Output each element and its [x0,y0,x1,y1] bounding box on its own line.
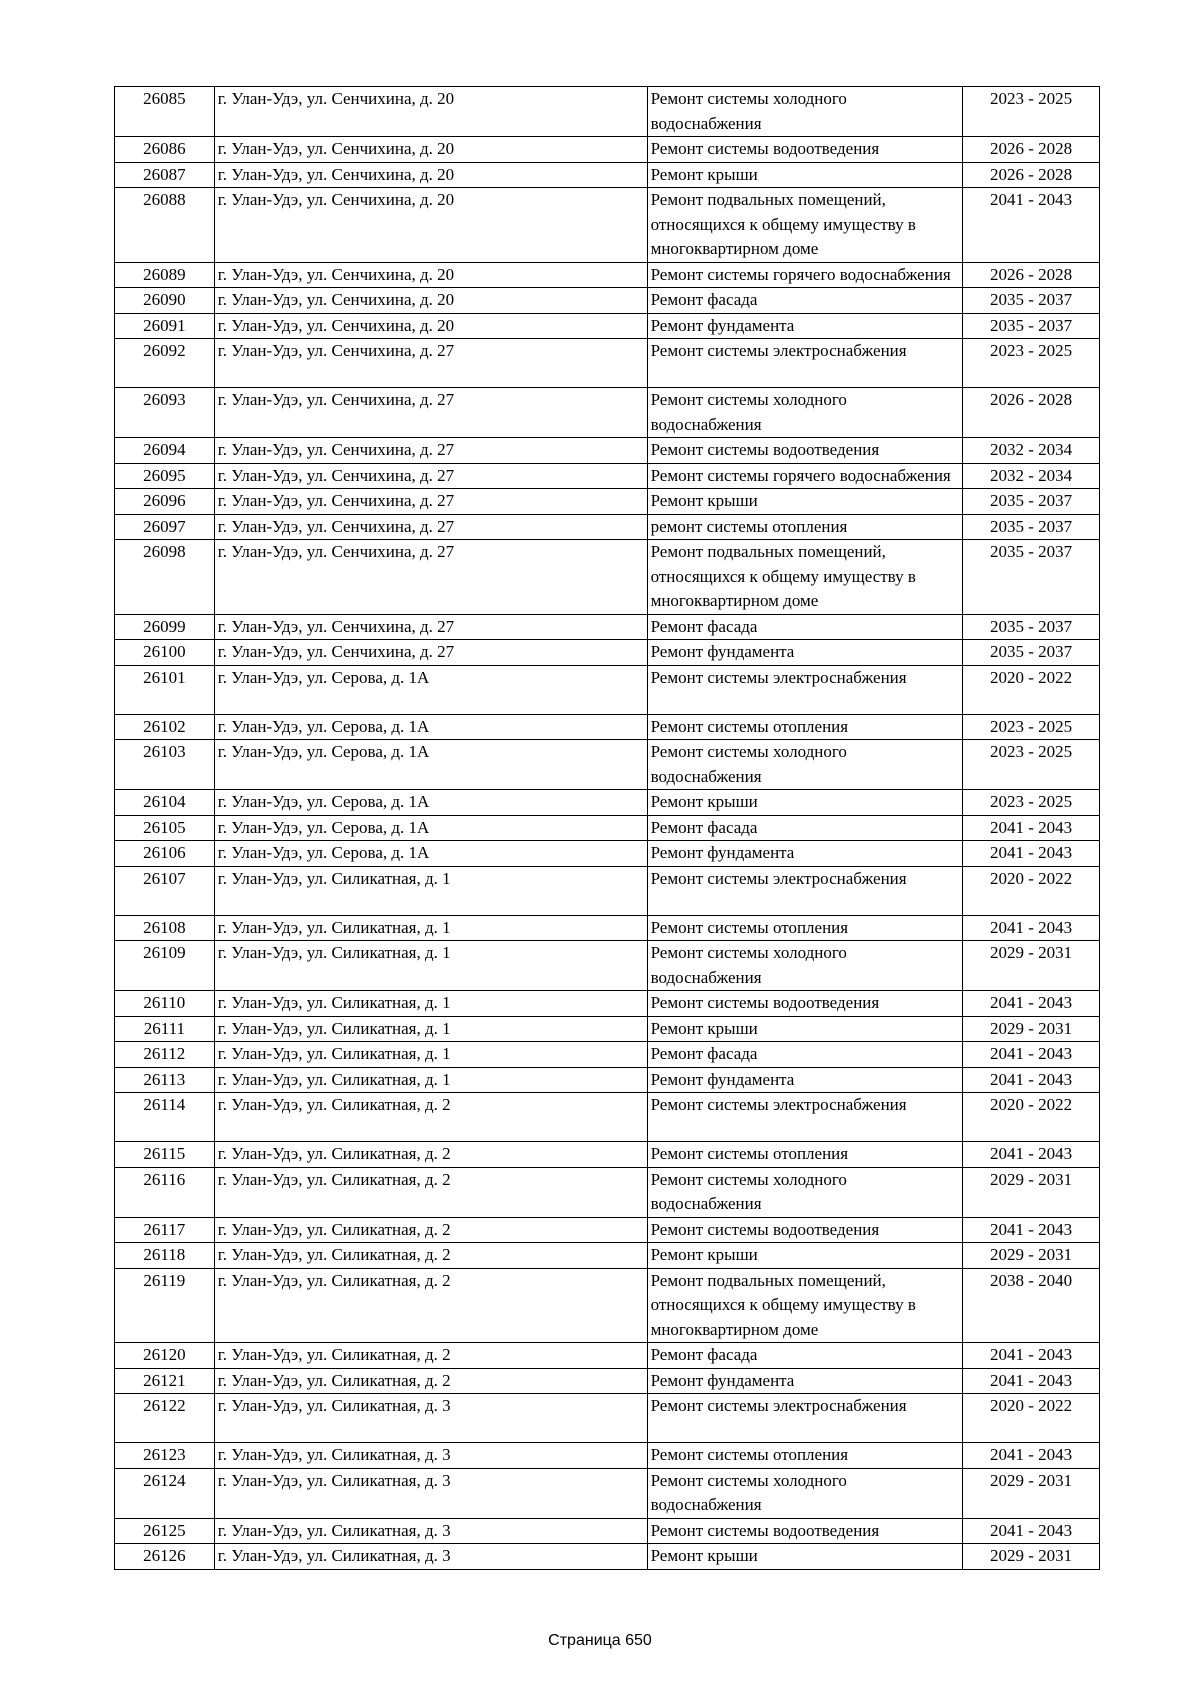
address-cell: г. Улан-Удэ, ул. Сенчихина, д. 27 [214,438,647,464]
table-row [115,288,1100,314]
address-cell: г. Улан-Удэ, ул. Силикатная, д. 3 [214,1443,647,1469]
row-number-cell: 26096 [115,489,215,515]
row-number-cell: 26092 [115,339,215,388]
table-row [115,262,1100,288]
address-cell: г. Улан-Удэ, ул. Силикатная, д. 2 [214,1093,647,1142]
work-type-cell: Ремонт системы электроснабжения [647,665,963,714]
period-cell: 2029 - 2031 [963,1544,1100,1570]
address-cell: г. Улан-Удэ, ул. Серова, д. 1А [214,841,647,867]
row-number-cell: 26120 [115,1343,215,1369]
work-type-cell: Ремонт крыши [647,1016,963,1042]
table-row [115,1042,1100,1068]
period-cell: 2029 - 2031 [963,1167,1100,1217]
row-number-cell: 26123 [115,1443,215,1469]
period-cell: 2041 - 2043 [963,1343,1100,1369]
row-number-cell: 26124 [115,1468,215,1518]
work-type-cell: Ремонт крыши [647,489,963,515]
row-number-cell: 26086 [115,137,215,163]
period-cell: 2035 - 2037 [963,313,1100,339]
row-number-cell: 26110 [115,991,215,1017]
period-cell: 2023 - 2025 [963,339,1100,388]
period-cell: 2041 - 2043 [963,815,1100,841]
row-number-cell: 26105 [115,815,215,841]
work-type-cell: Ремонт фасада [647,288,963,314]
address-cell: г. Улан-Удэ, ул. Сенчихина, д. 27 [214,640,647,666]
work-type-cell: Ремонт фасада [647,614,963,640]
work-type-cell: Ремонт системы холодного водоснабжения [647,388,963,438]
row-number-cell: 26099 [115,614,215,640]
address-cell: г. Улан-Удэ, ул. Силикатная, д. 3 [214,1518,647,1544]
table-row [115,388,1100,438]
address-cell: г. Улан-Удэ, ул. Силикатная, д. 2 [214,1268,647,1343]
row-number-cell: 26087 [115,162,215,188]
table-row [115,991,1100,1017]
work-type-cell: Ремонт крыши [647,1544,963,1570]
table-row [115,162,1100,188]
address-cell: г. Улан-Удэ, ул. Серова, д. 1А [214,665,647,714]
period-cell: 2041 - 2043 [963,841,1100,867]
address-cell: г. Улан-Удэ, ул. Силикатная, д. 2 [214,1142,647,1168]
address-cell: г. Улан-Удэ, ул. Силикатная, д. 1 [214,1042,647,1068]
work-type-cell: Ремонт системы отопления [647,714,963,740]
address-cell: г. Улан-Удэ, ул. Сенчихина, д. 20 [214,87,647,137]
table-row [115,941,1100,991]
period-cell: 2020 - 2022 [963,665,1100,714]
period-cell: 2032 - 2034 [963,463,1100,489]
address-cell: г. Улан-Удэ, ул. Силикатная, д. 1 [214,1067,647,1093]
row-number-cell: 26090 [115,288,215,314]
table-row [115,339,1100,388]
address-cell: г. Улан-Удэ, ул. Сенчихина, д. 20 [214,262,647,288]
work-type-cell: Ремонт системы водоотведения [647,137,963,163]
table-row [115,514,1100,540]
table-row [115,640,1100,666]
work-type-cell: Ремонт подвальных помещений, относящихся к общему имуществу в многоквартирном доме [647,540,963,615]
address-cell: г. Улан-Удэ, ул. Сенчихина, д. 27 [214,514,647,540]
work-type-cell: ремонт системы отопления [647,514,963,540]
table-row [115,1067,1100,1093]
table-row [115,1394,1100,1443]
row-number-cell: 26102 [115,714,215,740]
address-cell: г. Улан-Удэ, ул. Силикатная, д. 2 [214,1243,647,1269]
work-type-cell: Ремонт фасада [647,1042,963,1068]
period-cell: 2029 - 2031 [963,1243,1100,1269]
work-type-cell: Ремонт системы отопления [647,915,963,941]
period-cell: 2041 - 2043 [963,1368,1100,1394]
work-type-cell: Ремонт системы водоотведения [647,1217,963,1243]
work-type-cell: Ремонт системы водоотведения [647,438,963,464]
period-cell: 2035 - 2037 [963,514,1100,540]
table-row [115,1268,1100,1343]
table-row [115,463,1100,489]
period-cell: 2041 - 2043 [963,1142,1100,1168]
address-cell: г. Улан-Удэ, ул. Сенчихина, д. 27 [214,388,647,438]
period-cell: 2032 - 2034 [963,438,1100,464]
table-row [115,866,1100,915]
row-number-cell: 26118 [115,1243,215,1269]
address-cell: г. Улан-Удэ, ул. Серова, д. 1А [214,740,647,790]
work-type-cell: Ремонт системы холодного водоснабжения [647,740,963,790]
period-cell: 2035 - 2037 [963,489,1100,515]
period-cell: 2041 - 2043 [963,1067,1100,1093]
table-row [115,87,1100,137]
table-row [115,1142,1100,1168]
address-cell: г. Улан-Удэ, ул. Сенчихина, д. 27 [214,489,647,515]
work-type-cell: Ремонт системы электроснабжения [647,339,963,388]
address-cell: г. Улан-Удэ, ул. Серова, д. 1А [214,815,647,841]
table-row [115,438,1100,464]
row-number-cell: 26089 [115,262,215,288]
row-number-cell: 26126 [115,1544,215,1570]
address-cell: г. Улан-Удэ, ул. Силикатная, д. 3 [214,1544,647,1570]
address-cell: г. Улан-Удэ, ул. Сенчихина, д. 20 [214,137,647,163]
page-number: Страница 650 [548,1632,652,1649]
period-cell: 2023 - 2025 [963,714,1100,740]
row-number-cell: 26114 [115,1093,215,1142]
period-cell: 2020 - 2022 [963,1394,1100,1443]
work-type-cell: Ремонт подвальных помещений, относящихся к общему имуществу в многоквартирном доме [647,188,963,263]
work-type-cell: Ремонт фундамента [647,640,963,666]
table-row [115,1243,1100,1269]
row-number-cell: 26107 [115,866,215,915]
work-type-cell: Ремонт системы холодного водоснабжения [647,941,963,991]
row-number-cell: 26103 [115,740,215,790]
table-row [115,1093,1100,1142]
repair-schedule-table [114,86,1100,1570]
period-cell: 2035 - 2037 [963,540,1100,615]
address-cell: г. Улан-Удэ, ул. Силикатная, д. 2 [214,1217,647,1243]
address-cell: г. Улан-Удэ, ул. Серова, д. 1А [214,714,647,740]
table-row [115,188,1100,263]
table-row [115,665,1100,714]
row-number-cell: 26106 [115,841,215,867]
table-row [115,915,1100,941]
table-row [115,313,1100,339]
table-row [115,1368,1100,1394]
work-type-cell: Ремонт фасада [647,1343,963,1369]
work-type-cell: Ремонт крыши [647,162,963,188]
period-cell: 2041 - 2043 [963,1042,1100,1068]
address-cell: г. Улан-Удэ, ул. Сенчихина, д. 27 [214,463,647,489]
row-number-cell: 26095 [115,463,215,489]
row-number-cell: 26085 [115,87,215,137]
row-number-cell: 26122 [115,1394,215,1443]
period-cell: 2023 - 2025 [963,790,1100,816]
table-row [115,790,1100,816]
work-type-cell: Ремонт фундамента [647,1067,963,1093]
period-cell: 2041 - 2043 [963,1518,1100,1544]
address-cell: г. Улан-Удэ, ул. Силикатная, д. 2 [214,1167,647,1217]
table-row [115,1343,1100,1369]
row-number-cell: 26119 [115,1268,215,1343]
period-cell: 2029 - 2031 [963,941,1100,991]
work-type-cell: Ремонт системы электроснабжения [647,866,963,915]
period-cell: 2035 - 2037 [963,640,1100,666]
period-cell: 2023 - 2025 [963,740,1100,790]
address-cell: г. Улан-Удэ, ул. Силикатная, д. 1 [214,915,647,941]
row-number-cell: 26111 [115,1016,215,1042]
table-row [115,1544,1100,1570]
table-body [115,87,1100,1570]
row-number-cell: 26098 [115,540,215,615]
address-cell: г. Улан-Удэ, ул. Силикатная, д. 3 [214,1394,647,1443]
address-cell: г. Улан-Удэ, ул. Силикатная, д. 1 [214,991,647,1017]
row-number-cell: 26094 [115,438,215,464]
row-number-cell: 26117 [115,1217,215,1243]
row-number-cell: 26101 [115,665,215,714]
period-cell: 2020 - 2022 [963,1093,1100,1142]
table-row [115,1518,1100,1544]
table-row [115,714,1100,740]
table-row [115,740,1100,790]
address-cell: г. Улан-Удэ, ул. Сенчихина, д. 20 [214,188,647,263]
period-cell: 2026 - 2028 [963,162,1100,188]
table-row [115,841,1100,867]
work-type-cell: Ремонт фасада [647,815,963,841]
work-type-cell: Ремонт системы горячего водоснабжения [647,463,963,489]
work-type-cell: Ремонт фундамента [647,1368,963,1394]
row-number-cell: 26112 [115,1042,215,1068]
row-number-cell: 26125 [115,1518,215,1544]
row-number-cell: 26113 [115,1067,215,1093]
work-type-cell: Ремонт системы водоотведения [647,991,963,1017]
work-type-cell: Ремонт системы холодного водоснабжения [647,87,963,137]
period-cell: 2035 - 2037 [963,288,1100,314]
table-row [115,540,1100,615]
address-cell: г. Улан-Удэ, ул. Силикатная, д. 1 [214,1016,647,1042]
work-type-cell: Ремонт системы электроснабжения [647,1093,963,1142]
period-cell: 2041 - 2043 [963,915,1100,941]
address-cell: г. Улан-Удэ, ул. Серова, д. 1А [214,790,647,816]
table-row [115,1016,1100,1042]
period-cell: 2020 - 2022 [963,866,1100,915]
row-number-cell: 26108 [115,915,215,941]
work-type-cell: Ремонт системы отопления [647,1142,963,1168]
address-cell: г. Улан-Удэ, ул. Силикатная, д. 1 [214,866,647,915]
period-cell: 2026 - 2028 [963,388,1100,438]
work-type-cell: Ремонт крыши [647,1243,963,1269]
address-cell: г. Улан-Удэ, ул. Сенчихина, д. 27 [214,540,647,615]
work-type-cell: Ремонт системы электроснабжения [647,1394,963,1443]
table-row [115,1167,1100,1217]
table-row [115,815,1100,841]
work-type-cell: Ремонт системы отопления [647,1443,963,1469]
work-type-cell: Ремонт фундамента [647,313,963,339]
work-type-cell: Ремонт подвальных помещений, относящихся к общему имуществу в многоквартирном доме [647,1268,963,1343]
address-cell: г. Улан-Удэ, ул. Сенчихина, д. 20 [214,162,647,188]
address-cell: г. Улан-Удэ, ул. Сенчихина, д. 27 [214,614,647,640]
work-type-cell: Ремонт крыши [647,790,963,816]
address-cell: г. Улан-Удэ, ул. Силикатная, д. 2 [214,1343,647,1369]
row-number-cell: 26093 [115,388,215,438]
work-type-cell: Ремонт системы водоотведения [647,1518,963,1544]
period-cell: 2041 - 2043 [963,1443,1100,1469]
period-cell: 2041 - 2043 [963,991,1100,1017]
period-cell: 2041 - 2043 [963,188,1100,263]
address-cell: г. Улан-Удэ, ул. Силикатная, д. 1 [214,941,647,991]
work-type-cell: Ремонт системы холодного водоснабжения [647,1167,963,1217]
row-number-cell: 26100 [115,640,215,666]
row-number-cell: 26121 [115,1368,215,1394]
address-cell: г. Улан-Удэ, ул. Сенчихина, д. 27 [214,339,647,388]
address-cell: г. Улан-Удэ, ул. Силикатная, д. 2 [214,1368,647,1394]
row-number-cell: 26109 [115,941,215,991]
table-row [115,137,1100,163]
row-number-cell: 26116 [115,1167,215,1217]
period-cell: 2038 - 2040 [963,1268,1100,1343]
table-row [115,1443,1100,1469]
work-type-cell: Ремонт системы горячего водоснабжения [647,262,963,288]
work-type-cell: Ремонт фундамента [647,841,963,867]
period-cell: 2026 - 2028 [963,262,1100,288]
row-number-cell: 26097 [115,514,215,540]
period-cell: 2026 - 2028 [963,137,1100,163]
row-number-cell: 26088 [115,188,215,263]
table-row [115,614,1100,640]
period-cell: 2041 - 2043 [963,1217,1100,1243]
address-cell: г. Улан-Удэ, ул. Сенчихина, д. 20 [214,288,647,314]
period-cell: 2023 - 2025 [963,87,1100,137]
row-number-cell: 26091 [115,313,215,339]
period-cell: 2035 - 2037 [963,614,1100,640]
address-cell: г. Улан-Удэ, ул. Сенчихина, д. 20 [214,313,647,339]
row-number-cell: 26104 [115,790,215,816]
table-row [115,489,1100,515]
work-type-cell: Ремонт системы холодного водоснабжения [647,1468,963,1518]
table-row [115,1468,1100,1518]
row-number-cell: 26115 [115,1142,215,1168]
period-cell: 2029 - 2031 [963,1468,1100,1518]
address-cell: г. Улан-Удэ, ул. Силикатная, д. 3 [214,1468,647,1518]
period-cell: 2029 - 2031 [963,1016,1100,1042]
table-row [115,1217,1100,1243]
